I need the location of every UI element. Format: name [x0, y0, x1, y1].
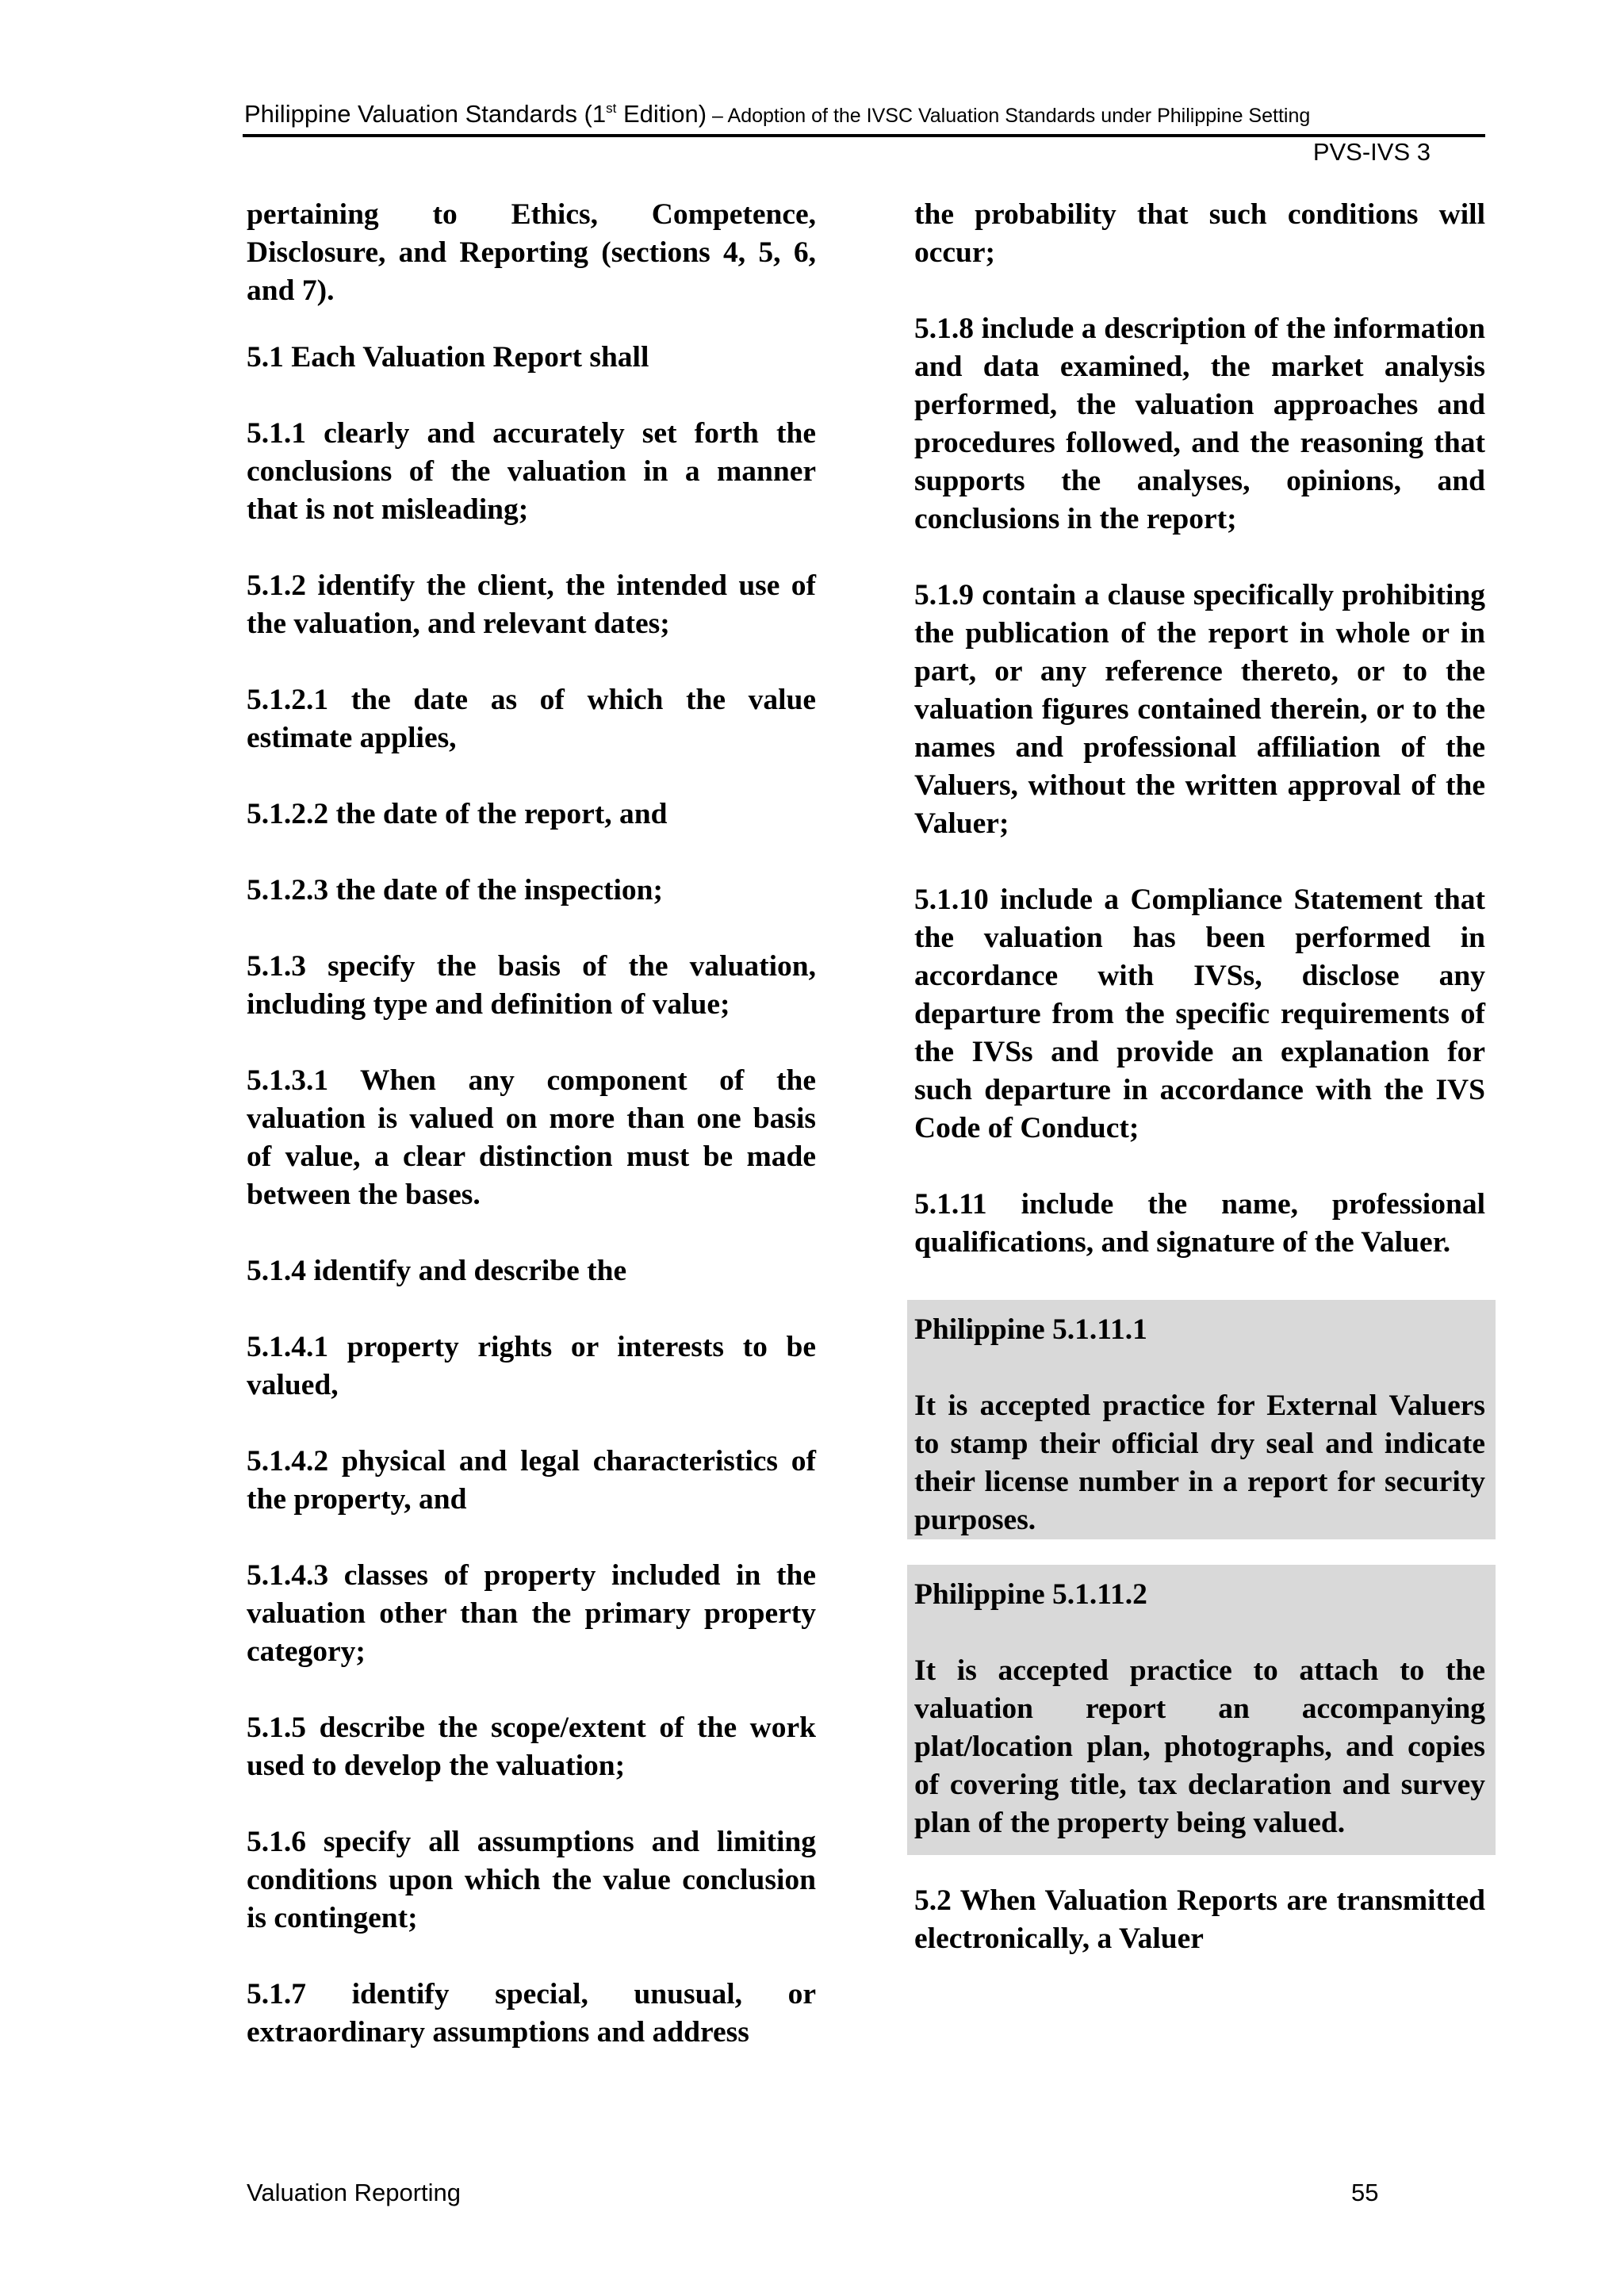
running-header	[244, 98, 1484, 132]
callout-body: It is accepted practice for External Valuers to stamp their official dry seal and indicate their license number in a report for security purposes.	[914, 1389, 1485, 1536]
footer-page-number: 55	[1351, 2179, 1379, 2206]
paragraph: 5.1.7 identify special, unusual, or extraordinary assumptions and address	[247, 1978, 816, 2049]
header-standard-code: PVS-IVS 3	[1312, 138, 1431, 166]
right-column	[914, 196, 1485, 1996]
callout-title: Philippine 5.1.11.1	[914, 1313, 1147, 1346]
paragraph: 5.1.6 specify all assumptions and limiting conditions upon which the value conclusion is contingent;	[247, 1826, 816, 1934]
paragraph: 5.1.4.1 property rights or interests to be valued,	[247, 1331, 816, 1401]
header-rule	[243, 134, 1485, 137]
header-title: Philippine Valuation Standards (1	[244, 100, 607, 128]
paragraph: 5.1.4 identify and describe the	[247, 1255, 627, 1287]
paragraph: 5.1.5 describe the scope/extent of the work used to develop the valuation;	[247, 1711, 816, 1782]
paragraph: 5.1.2 identify the client, the intended use of the valuation, and relevant dates;	[247, 569, 816, 640]
header-dash: –	[707, 105, 728, 127]
paragraph: 5.1.1 clearly and accurately set forth the conclusions of the valuation in a manner that is not misleading;	[247, 417, 816, 526]
paragraph: 5.1.9 contain a clause specifically prohibiting the publication of the report in whole or in part, or any reference thereto, or to the valuation figures contained therein, or to the names and professional affiliation of the Valuers, without the written approval of the Valuer;	[914, 579, 1485, 840]
paragraph: 5.1.3.1 When any component of the valuation is valued on more than one basis of value, a clear distinction must be made between the bases.	[247, 1064, 816, 1211]
header-title-superscript: st	[606, 101, 617, 116]
callout-body: It is accepted practice to attach to the valuation report an accompanying plat/location plan, photographs, and copies of covering title, tax declaration and survey plan of the property being valued.	[914, 1654, 1485, 1839]
paragraph: 5.1.2.1 the date as of which the value estimate applies,	[247, 684, 816, 754]
paragraph: pertaining to Ethics, Competence, Disclosure, and Reporting (sections 4, 5, 6, and 7).	[247, 198, 816, 307]
paragraph: 5.1.4.2 physical and legal characteristics of the property, and	[247, 1445, 816, 1516]
paragraph: 5.1.10 include a Compliance Statement that the valuation has been performed in accordance with IVSs, disclose any departure from the specific requirements of the IVSs and provide an explanation for such departure in accordance with the IVS Code of Conduct;	[914, 884, 1485, 1144]
paragraph: 5.1.11 include the name, professional qualifications, and signature of the Valuer.	[914, 1188, 1485, 1259]
left-column	[247, 196, 816, 2090]
paragraph: 5.1.2.2 the date of the report, and	[247, 798, 668, 830]
paragraph: the probability that such conditions will occur;	[914, 198, 1485, 269]
paragraph: 5.1.8 include a description of the information and data examined, the market analysis performed, the valuation approaches and procedures followed, and the reasoning that supports the analyses, opinions, and conclusions in the report;	[914, 312, 1485, 535]
philippine-callout	[907, 1565, 1496, 1855]
paragraph: 5.1.2.3 the date of the inspection;	[247, 874, 663, 907]
philippine-callout	[907, 1300, 1496, 1539]
header-edition: Edition)	[616, 100, 707, 128]
footer-section-title: Valuation Reporting	[247, 2179, 461, 2206]
callout-title: Philippine 5.1.11.2	[914, 1578, 1147, 1611]
paragraph: 5.2 When Valuation Reports are transmitted electronically, a Valuer	[914, 1884, 1485, 1955]
paragraph: 5.1.4.3 classes of property included in the valuation other than the primary property category;	[247, 1559, 816, 1668]
paragraph: 5.1.3 specify the basis of the valuation, including type and definition of value;	[247, 950, 816, 1021]
header-subtitle: Adoption of the IVSC Valuation Standards under Philippine Setting	[727, 105, 1311, 127]
paragraph: 5.1 Each Valuation Report shall	[247, 341, 649, 374]
